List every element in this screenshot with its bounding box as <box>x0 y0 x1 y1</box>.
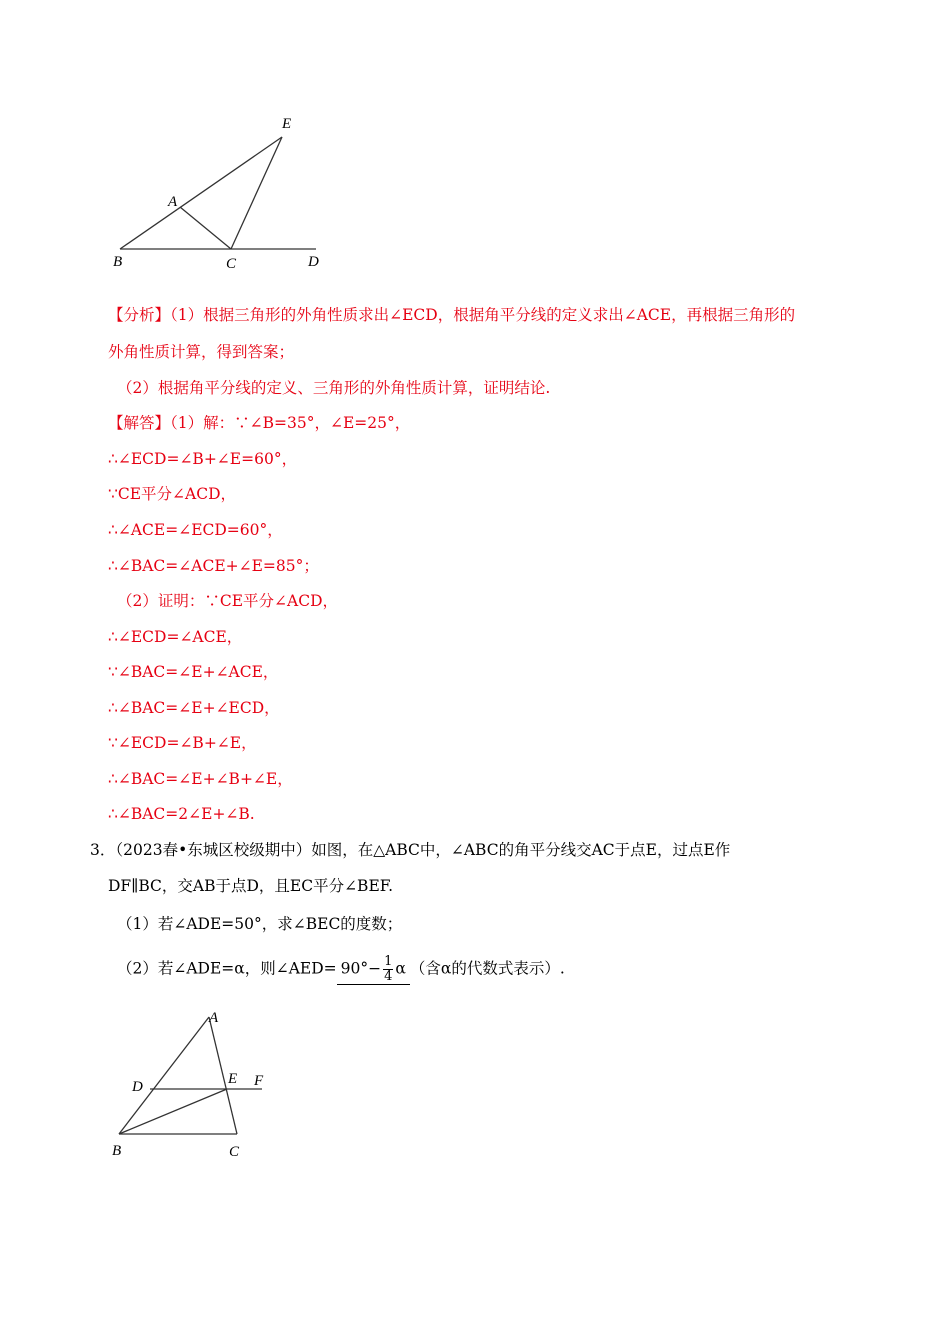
question3-line-2: DF∥BC，交AB于点D，且EC平分∠BEF. <box>108 877 394 895</box>
solution-line-5: ∴∠BAC=∠ACE+∠E=85°； <box>108 557 319 575</box>
label-a: A <box>209 1010 219 1026</box>
solution-line-11: ∴∠BAC=∠E+∠B+∠E， <box>108 770 293 788</box>
label-e: E <box>282 116 292 132</box>
label-d: D <box>132 1079 143 1095</box>
analysis-tag: 【分析】 <box>108 306 171 324</box>
solution-line-8: ∵∠BAC=∠E+∠ACE， <box>108 663 279 681</box>
label-c: C <box>229 1144 240 1160</box>
label-f: F <box>254 1073 264 1089</box>
solution-line-3: ∵CE平分∠ACD， <box>108 485 237 503</box>
solution-line-7: ∴∠ECD=∠ACE， <box>108 628 243 646</box>
answer-blank: 90°− $\frac{1}{4}$ α <box>337 955 410 985</box>
segment-ac <box>180 207 231 249</box>
label-b: B <box>112 1143 122 1159</box>
segment-ce <box>231 137 282 249</box>
question3-number: 3． <box>90 841 116 859</box>
question3-part-2: （2）若∠ADE=α，则∠AED= 90°− $\frac{1}{4}$ α （含α的代数式表示）. <box>117 954 565 984</box>
solution-line-6: （2）证明：∵CE平分∠ACD， <box>117 592 339 610</box>
segment-ab <box>119 1017 209 1134</box>
solution-line-2: ∴∠ECD=∠B+∠E=60°， <box>108 450 298 468</box>
label-c: C <box>226 256 237 272</box>
label-a: A <box>168 194 178 210</box>
question3-part-1: （1）若∠ADE=50°，求∠BEC的度数； <box>117 915 403 933</box>
solution-line-10: ∵∠ECD=∠B+∠E， <box>108 734 257 752</box>
question3-line-1: 3．（2023春•东城区校级期中）如图，在△ABC中，∠ABC的角平分线交AC于点E，过点E作 <box>90 841 731 859</box>
solution-tag: 【解答】 <box>108 414 171 432</box>
analysis-line-1: 【分析】（1）根据三角形的外角性质求出∠ECD，根据角平分线的定义求出∠ACE，再根据三角形的 <box>108 306 796 324</box>
figure-triangle-abc-e <box>100 110 340 275</box>
label-b: B <box>113 254 123 270</box>
fraction-one-quarter: $\frac{1}{4}$ <box>384 954 393 984</box>
analysis-line-2: 外角性质计算，得到答案； <box>108 343 295 361</box>
solution-line-9: ∴∠BAC=∠E+∠ECD， <box>108 699 280 717</box>
analysis-line-3: （2）根据角平分线的定义、三角形的外角性质计算，证明结论. <box>117 379 551 397</box>
solution-line-4: ∴∠ACE=∠ECD=60°， <box>108 521 283 539</box>
segment-be <box>119 1089 227 1134</box>
figure-triangle-def <box>105 1005 285 1165</box>
segment-be <box>120 137 282 249</box>
solution-line-1: 【解答】（1）解：∵∠B=35°，∠E=25°， <box>108 414 411 432</box>
solution-line-12: ∴∠BAC=2∠E+∠B. <box>108 805 255 823</box>
label-e: E <box>228 1071 238 1087</box>
label-d: D <box>308 254 319 270</box>
